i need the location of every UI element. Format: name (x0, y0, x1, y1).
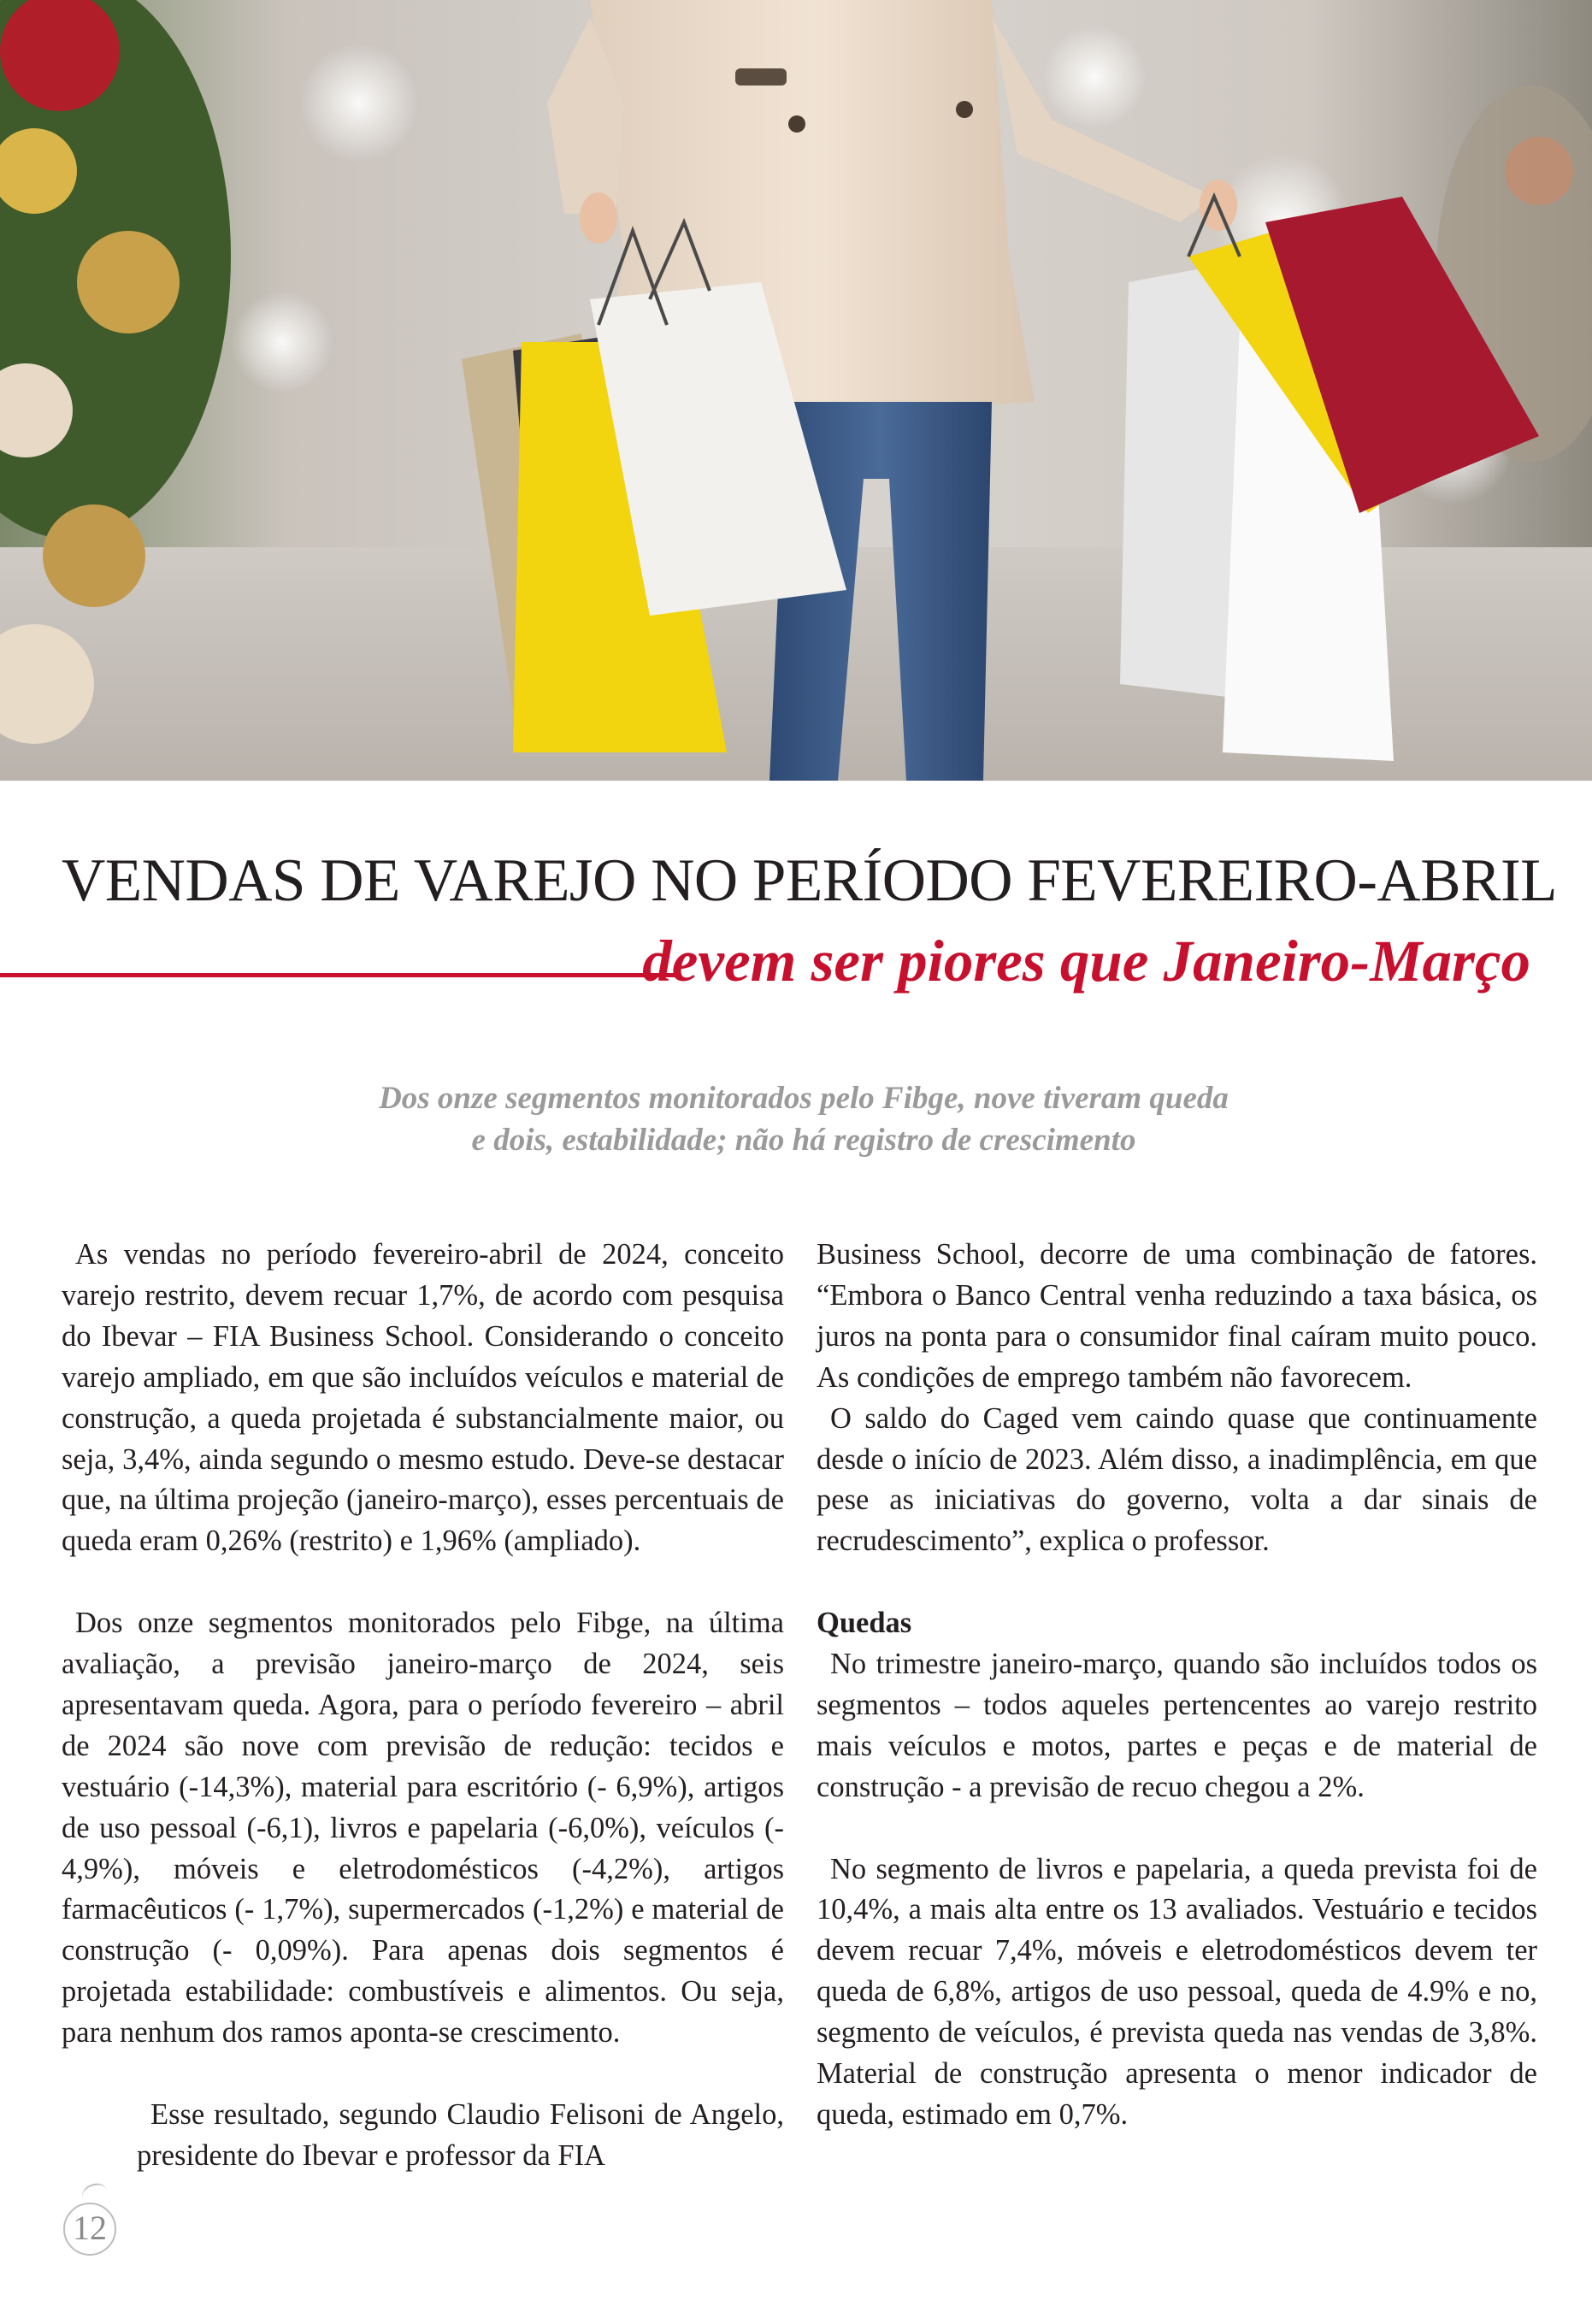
title-divider (0, 973, 680, 977)
body-column-left (62, 1235, 784, 2177)
paragraph: As vendas no período fevereiro-abril de 2024, conceito varejo restrito, devem recuar 1,7%, de acordo com pesquisa do Ibevar – FIA Business School. Considerando o conceito varejo ampliado, em que são incluídos veículos e material de construção, a queda projetada é substancialmente maior, ou seja, 3,4%, ainda segundo o mesmo estudo. Deve-se destacar que, na última projeção (janeiro-março), esses percentuais de queda eram 0,26% (restrito) e 1,96% (ampliado). (62, 1238, 784, 1558)
paragraph: Dos onze segmentos monitorados pelo Fibge, na última avaliação, a previsão janeiro-março de 2024, seis apresentavam queda. Agora, para o período fevereiro – abril de 2024 são nove com previsão de redução: tecidos e vestuário (-14,3%), material para escritório (- 6,9%), artigos de uso pessoal (-6,1), livros e papelaria (-6,0%), veículos (- 4,9%), móveis e eletrodomésticos (-4,2%), artigos farmacêuticos (- 1,7%), supermercados (-1,2%) e material de construção (- 0,09%). Para apenas dois segmentos é projetada estabilidade: combustíveis e alimentos. Ou seja, para nenhum dos ramos aponta-se crescimento. (62, 1607, 784, 2050)
hero-photo (0, 0, 1592, 781)
body-column-right (817, 1235, 1537, 2136)
article-lead (308, 1077, 1300, 1161)
paragraph: No segmento de livros e papelaria, a queda prevista foi de 10,4%, a mais alta entre os 13 avaliados. Vestuário e tecidos devem recuar 7,4%, móveis e eletrodomésticos devem ter queda de 6,8%, artigos de uso pessoal, queda de 4.9% e no, segmento de veículos, é prevista queda nas vendas de 3,8%. Material de construção apresenta o menor indicador de queda, estimado em 0,7%. (817, 1852, 1537, 2131)
paragraph: Business School, decorre de uma combinação de fatores. “Embora o Banco Central venha reduzindo a taxa básica, os juros na ponta para o consumidor final caíram muito pouco. As condições de emprego também não favorecem. (817, 1238, 1537, 1394)
section-heading: Quedas (817, 1607, 912, 1640)
shopping-bags-illustration (0, 0, 1592, 781)
lead-line-1: Dos onze segmentos monitorados pelo Fibge, nove tiveram queda (379, 1081, 1229, 1116)
paragraph: O saldo do Caged vem caindo quase que continuamente desde o início de 2023. Além disso, a inadimplência, em que pese as iniciativas do governo, volta a dar sinais de recrudescimento”, explica o professor. (817, 1401, 1537, 1558)
paragraph: No trimestre janeiro-março, quando são incluídos todos os segmentos – todos aqueles pertencentes ao varejo restrito mais veículos e motos, partes e peças e de material de construção - a previsão de recuo chegou a 2%. (817, 1648, 1537, 1803)
page-number (60, 2180, 125, 2254)
paragraph: Esse resultado, segundo Claudio Felisoni de Angelo, presidente do Ibevar e professor da FIA (137, 2098, 784, 2172)
page-number-text: 12 (73, 2209, 107, 2247)
article-subtitle: devem ser piores que Janeiro-Março (642, 929, 1530, 994)
lead-line-2: e dois, estabilidade; não há registro de crescimento (471, 1123, 1136, 1158)
article-title: VENDAS DE VAREJO NO PERÍODO FEVEREIRO-ABRIL (62, 847, 1557, 914)
